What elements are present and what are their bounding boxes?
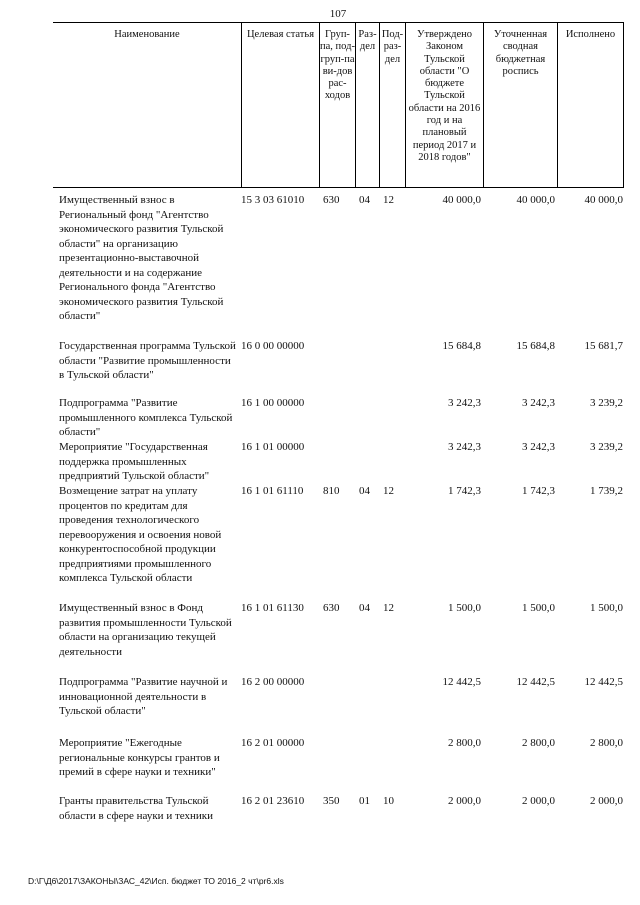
row-group: 630 <box>323 194 340 206</box>
row-approved: 12 442,5 <box>442 676 481 688</box>
row-section: 04 <box>359 194 370 206</box>
header-revised: Уточненная сводная бюджетная роспись <box>483 23 557 187</box>
row-approved: 1 500,0 <box>448 602 481 614</box>
row-subsection: 12 <box>383 485 394 497</box>
row-executed: 1 500,0 <box>590 602 623 614</box>
row-revised: 15 684,8 <box>516 340 555 352</box>
row-executed: 2 800,0 <box>590 737 623 749</box>
row-code: 16 1 01 00000 <box>241 441 305 453</box>
row-group: 350 <box>323 795 340 807</box>
row-approved: 40 000,0 <box>442 194 481 206</box>
row-code: 16 2 01 00000 <box>241 737 305 749</box>
row-approved: 1 742,3 <box>448 485 481 497</box>
row-subsection: 12 <box>383 194 394 206</box>
row-revised: 1 742,3 <box>522 485 555 497</box>
header-subsection: Под-раз-дел <box>379 23 405 187</box>
row-approved: 3 242,3 <box>448 441 481 453</box>
row-executed: 15 681,7 <box>584 340 623 352</box>
row-executed: 12 442,5 <box>584 676 623 688</box>
row-name: Имущественный взнос в Региональный фонд "Агентство экономического развития Тульской области" на организацию презентационно-выставочной деятельности и на содержание Регионального фонда "Агентство экономического развития Тульской области" <box>59 194 224 322</box>
row-group: 810 <box>323 485 340 497</box>
row-section: 04 <box>359 485 370 497</box>
row-subsection: 10 <box>383 795 394 807</box>
row-name: Мероприятие "Государственная поддержка промышленных предприятий Тульской области" <box>59 441 210 482</box>
row-revised: 12 442,5 <box>516 676 555 688</box>
row-executed: 1 739,2 <box>590 485 623 497</box>
row-approved: 3 242,3 <box>448 397 481 409</box>
row-approved: 2 000,0 <box>448 795 481 807</box>
table-header <box>53 22 624 188</box>
row-code: 16 0 00 00000 <box>241 340 305 352</box>
row-code: 16 1 01 61130 <box>241 602 304 614</box>
row-revised: 1 500,0 <box>522 602 555 614</box>
row-revised: 3 242,3 <box>522 397 555 409</box>
row-name: Подпрограмма "Развитие научной и инновационной деятельности в Тульской области" <box>59 676 228 717</box>
row-revised: 3 242,3 <box>522 441 555 453</box>
page-number: 107 <box>329 8 347 20</box>
row-section: 01 <box>359 795 370 807</box>
row-name: Мероприятие "Ежегодные региональные конкурсы грантов и премий в сфере науки и техники" <box>59 737 220 778</box>
row-name: Возмещение затрат на уплату процентов по кредитам для проведения технологического перевооружения и освоения новой конкурентоспособной продукции предприятиями промышленного комплекса Тульской области <box>59 485 222 584</box>
row-name: Имущественный взнос в Фонд развития промышленности Тульской области на организацию текущей деятельности <box>59 602 232 658</box>
row-subsection: 12 <box>383 602 394 614</box>
row-executed: 40 000,0 <box>584 194 623 206</box>
row-code: 16 1 00 00000 <box>241 397 305 409</box>
row-name: Гранты правительства Тульской области в сфере науки и техники <box>59 795 213 822</box>
row-name: Подпрограмма "Развитие промышленного комплекса Тульской области" <box>59 397 233 438</box>
row-revised: 40 000,0 <box>516 194 555 206</box>
row-executed: 3 239,2 <box>590 441 623 453</box>
header-section: Раз-дел <box>355 23 379 187</box>
row-section: 04 <box>359 602 370 614</box>
header-target: Целевая статья <box>241 23 319 187</box>
row-code: 16 2 01 23610 <box>241 795 305 807</box>
row-code: 16 2 00 00000 <box>241 676 305 688</box>
row-approved: 15 684,8 <box>442 340 481 352</box>
row-revised: 2 800,0 <box>522 737 555 749</box>
header-group: Груп-па, под-груп-па ви-дов рас-ходов <box>319 23 355 187</box>
row-name: Государственная программа Тульской области "Развитие промышленности в Тульской области" <box>59 340 236 381</box>
file-path-footer: D:\Г\Д6\2017\ЗАКОНЫ\ЗАС_42\Исп. бюджет ТО 2016_2 чт\pr6.xls <box>28 876 284 886</box>
row-approved: 2 800,0 <box>448 737 481 749</box>
row-code: 16 1 01 61110 <box>241 485 304 497</box>
row-executed: 2 000,0 <box>590 795 623 807</box>
row-code: 15 3 03 61010 <box>241 194 305 206</box>
header-name: Наименование <box>114 29 180 40</box>
row-executed: 3 239,2 <box>590 397 623 409</box>
row-revised: 2 000,0 <box>522 795 555 807</box>
header-approved: Утверждено Законом Тульской области "О бюджете Тульской области на 2016 год и на плановый период 2017 и 2018 годов" <box>405 23 483 187</box>
row-group: 630 <box>323 602 340 614</box>
header-executed: Исполнено <box>557 23 624 187</box>
